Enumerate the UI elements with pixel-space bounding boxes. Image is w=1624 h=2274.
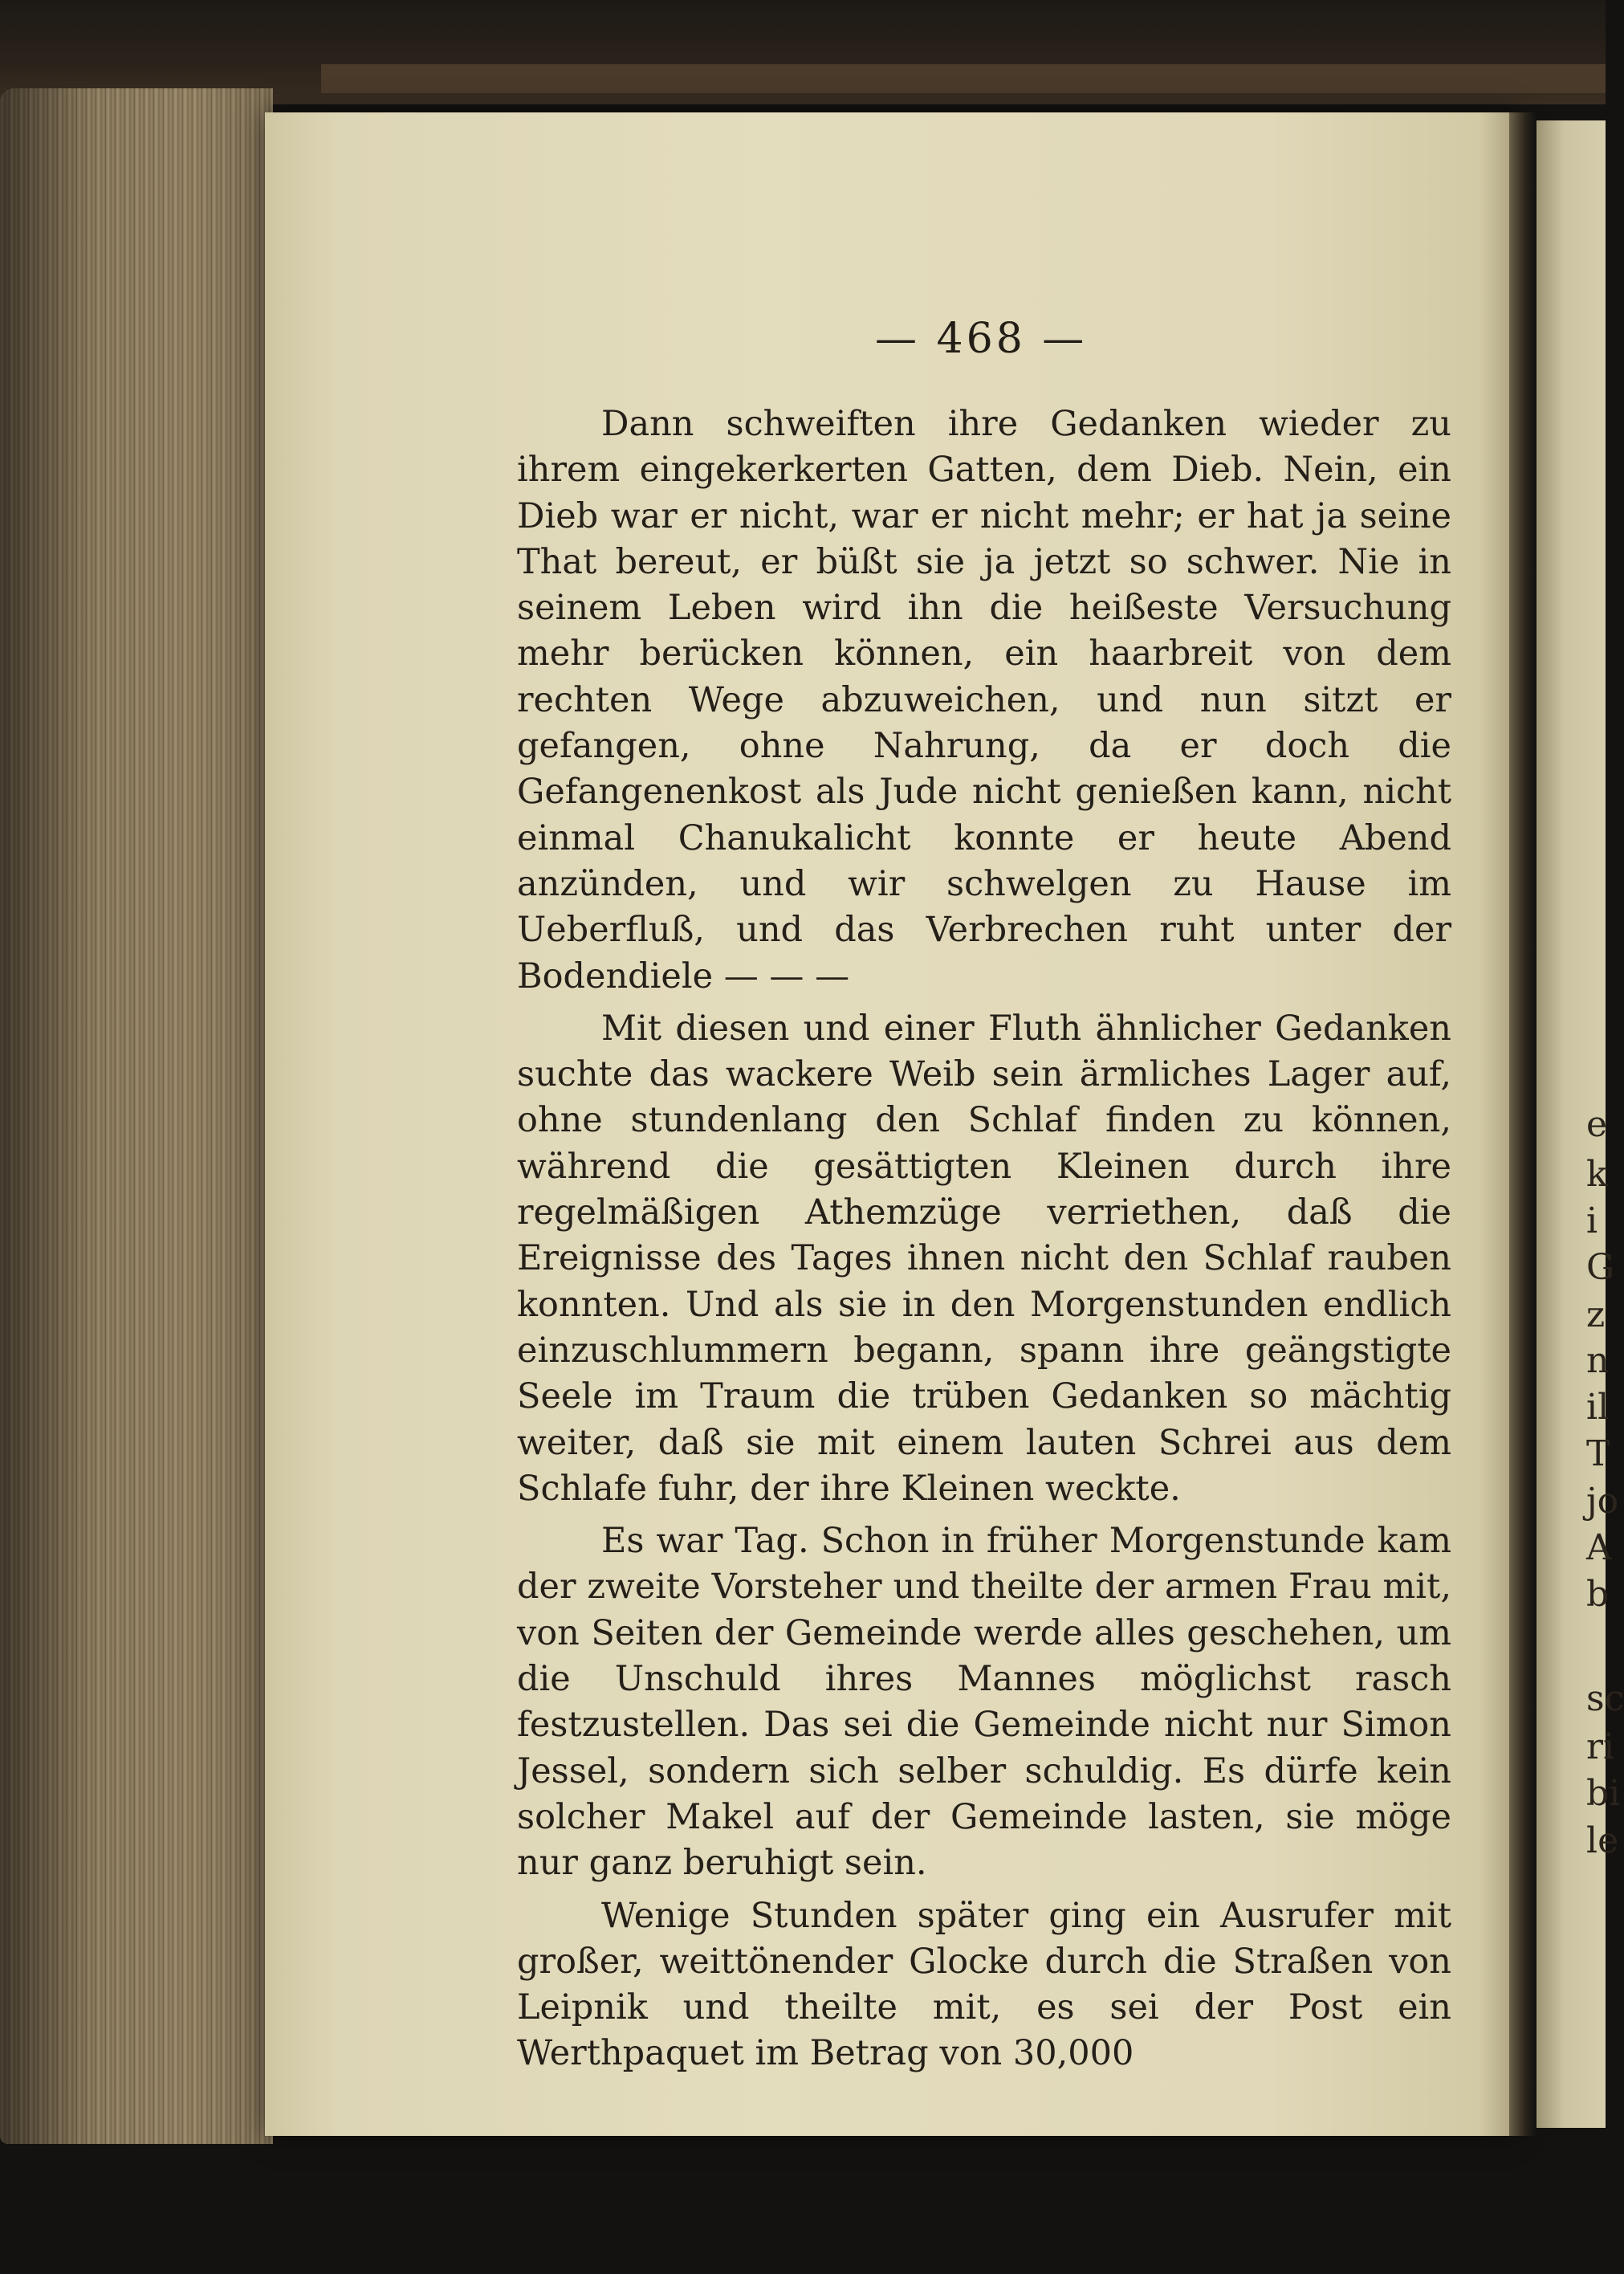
next-page-fragment: il bbox=[1586, 1387, 1610, 1428]
book-cover-band bbox=[321, 64, 1606, 93]
page-text bbox=[517, 401, 1451, 2077]
next-page-fragment: A bbox=[1586, 1527, 1612, 1568]
paragraph-1: Dann schweiften ihre Gedanken wieder zu ihrem eingekerkerten Gatten, dem Dieb. Nein, ein Dieb war er nicht, war er nicht mehr; er hat ja seine That bereut, er büßt sie ja jetzt so schwer. Nie in seinem Leben wird ihn die heißeste Versuchung mehr berücken können, ein haarbreit von dem rechten Wege abzuweichen, und nun sitzt er gefangen, ohne Nahrung, da er doch die Gefangenenkost als Jude nicht genießen kann, nicht einmal Chanukalicht konnte er heute Abend anzünden, und wir schwelgen zu Hause im Ueberfluß, und das Verbrechen ruht unter der Bodendiele — — — bbox=[517, 404, 1451, 996]
page-stack-shade bbox=[0, 88, 273, 2144]
next-page-edge bbox=[1536, 120, 1624, 2128]
next-page-fragment: e bbox=[1586, 1104, 1608, 1145]
next-page-fragment: k bbox=[1586, 1154, 1608, 1195]
book-gutter bbox=[1509, 112, 1536, 2136]
page-number: — 468 — bbox=[875, 315, 1088, 363]
next-page-fragment: b bbox=[1586, 1574, 1610, 1615]
next-page-fragment: z bbox=[1586, 1294, 1606, 1335]
next-page-fragment: G bbox=[1586, 1247, 1615, 1288]
next-page-fragment: sc bbox=[1586, 1678, 1624, 1719]
next-page-fragment: le bbox=[1586, 1820, 1619, 1861]
next-page-fragment: n bbox=[1586, 1340, 1610, 1381]
next-page-fragment: ri bbox=[1586, 1726, 1615, 1767]
next-page-fragment: T bbox=[1586, 1433, 1610, 1474]
next-page-fragment: i bbox=[1586, 1200, 1598, 1241]
next-page-fragment: bi bbox=[1586, 1773, 1621, 1814]
paragraph-4: Wenige Stunden später ging ein Ausrufer mit großer, weittönender Glocke durch die Straßen von Leipnik und theilte mit, es sei der Post ein Werthpaquet im Betrag von 30,000 bbox=[517, 1895, 1451, 2074]
next-page-fragment: jo bbox=[1586, 1481, 1619, 1522]
paragraph-3: Es war Tag. Schon in früher Morgenstunde kam der zweite Vorsteher und theilte der armen Frau mit, von Seiten der Gemeinde werde alles geschehen, um die Unschuld ihres Mannes möglichst rasch festzustellen. Das sei die Gemeinde nicht nur Simon Jessel, sondern sich selber schuldig. Es dürfe kein solcher Makel auf der Gemeinde lasten, sie möge nur ganz beruhigt sein. bbox=[517, 1521, 1451, 1884]
paragraph-2: Mit diesen und einer Fluth ähnlicher Gedanken suchte das wackere Weib sein ärmliches Lager auf, ohne stundenlang den Schlaf finden zu können, während die gesättigten Kleinen durch ihre regelmäßigen Athemzüge verriethen, daß die Ereignisse des Tages ihnen nicht den Schlaf rauben konnten. Und als sie in den Morgenstunden endlich einzuschlummern begann, spann ihre geängstigte Seele im Traum die trüben Gedanken so mächtig weiter, daß sie mit einem lauten Schrei aus dem Schlafe fuhr, der ihre Kleinen weckte. bbox=[517, 1008, 1451, 1509]
